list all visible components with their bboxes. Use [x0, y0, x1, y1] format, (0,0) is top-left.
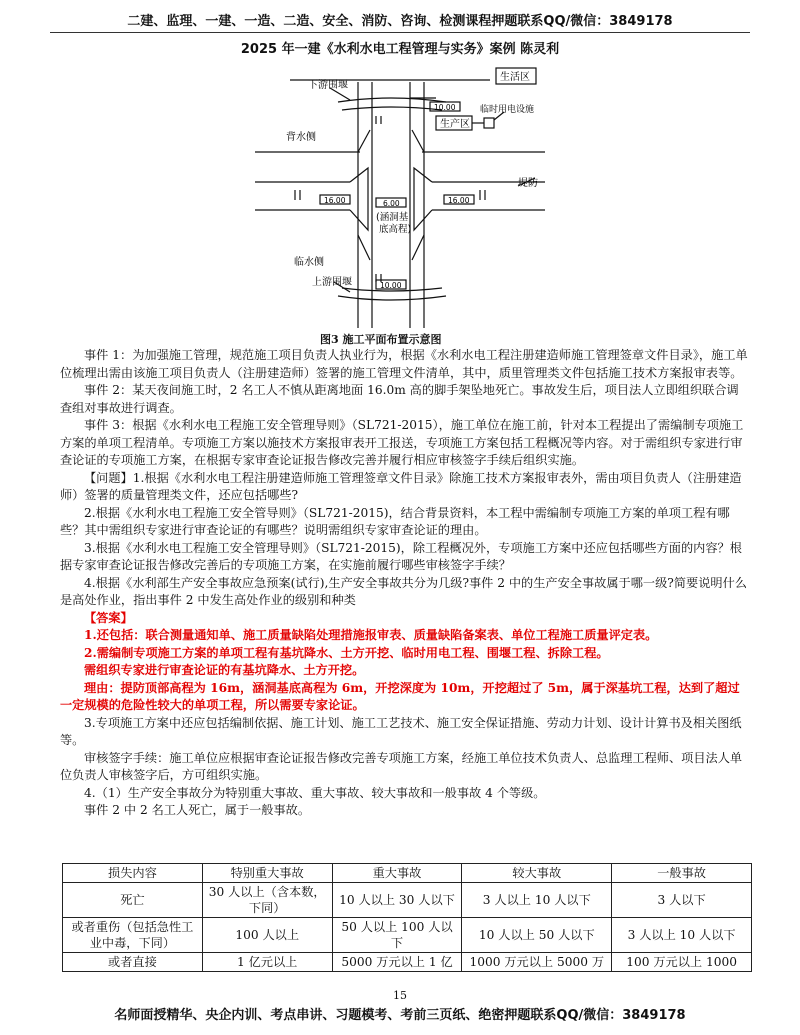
answer-4: 4.（1）生产安全事故分为特别重大事故、重大事故、较大事故和一般事故 4 个等级。: [84, 785, 546, 800]
table-cell: 1000 万元以上 5000 万: [462, 953, 612, 972]
table-header-cell: 损失内容: [63, 864, 203, 883]
table-cell: 10 人以上 50 人以下: [462, 918, 612, 953]
answer-4-classification: 事件 2 中 2 名工人死亡，属于一般事故。: [84, 803, 311, 817]
question-3: 3.根据《水利水电工程施工安全管理导则》（SL721-2015)，除工程概况外，专项施工方案中还应包括哪些方面的内容？根据专家审查论证报告修改完善后的专项施工方案，在实施前履行哪些审核签字手续？: [60, 540, 742, 572]
event-1-paragraph: 事件 1：为加强施工管理，规范施工项目负责人执业行为，根据《水利水电工程注册建造师施工管理签章文件目录》，施工单位梳理出需由该施工项目负责人（注册建造师）签署的施工管理文件清单，其中，质里管理类文件包括施工技术方案报审表等。: [60, 348, 748, 380]
table-cell: 3 人以上 10 人以下: [462, 883, 612, 918]
table-cell: 30 人以上（含本数，下同）: [202, 883, 332, 918]
header-divider: [50, 32, 750, 33]
table-cell: 100 人以上: [202, 918, 332, 953]
question-1: 【问题】1.根据《水利水电工程注册建造师施工管理签章文件目录》除施工技术方案报审表外，需由项目负责人（注册建造师）签署的质量管理类文件，还应包括哪些?: [60, 470, 742, 502]
elevation-right: 16.00: [448, 196, 470, 205]
back-water-side-label: 背水侧: [286, 132, 316, 143]
table-cell: 1 亿元以上: [202, 953, 332, 972]
answer-1: 1.还包括：联合测量通知单、施工质量缺陷处理措施报审表、质量缺陷备案表、单位工程施工质量评定表。: [84, 628, 658, 642]
culvert-label-line1: (涵洞基: [376, 212, 409, 223]
table-cell: 3 人以下: [612, 883, 752, 918]
table-header-cell: 重大事故: [332, 864, 462, 883]
elevation-left: 16.00: [324, 196, 346, 205]
question-4: 4.根据《水利部生产安全事故应急预案(试行),生产安全事故共分为几级?事件 2 中的生产安全事故属于哪一级?简要说明什么是高处作业，指出事件 2 中发生高处作业的级别和种类: [60, 575, 747, 607]
question-2: 2.根据《水利水电工程施工安全管导则》（SL721-2015)，结合背景资料，本工程中需编制专项施工方案的单项工程有哪些？其中需组织专家进行审查论证的有哪些？说明需组织专家审查论证的理由。: [60, 505, 730, 537]
accident-classification-table: [62, 863, 752, 972]
footer-contact-line: 名师面授精华、央企内训、考点串讲、习题模考、考前三页纸、绝密押题联系QQ/微信：3849178: [114, 1008, 686, 1023]
production-area-label: 生产区: [440, 119, 470, 130]
answer-2-reason: 理由：提防顶部高程为 16m，涵洞基底高程为 6m，开挖深度为 10m，开挖超过了 5m，属于深基坑工程，达到了超过一定规模的危险性较大的单项工程，所以需要专家论证。: [60, 680, 740, 712]
table-cell: 死亡: [63, 883, 203, 918]
answer-2: 2.需编制专项施工方案的单项工程有基坑降水、土方开挖、临时用电工程、围堰工程、拆除工程。: [84, 645, 609, 660]
front-water-side-label: 临水侧: [294, 257, 324, 268]
table-header-cell: 特别重大事故: [202, 864, 332, 883]
table-cell: 50 人以上 100 人以下: [332, 918, 462, 953]
table-header-cell: 较大事故: [462, 864, 612, 883]
answer-3: 3.专项施工方案中还应包括编制依据、施工计划、施工工艺技术、施工安全保证措施、劳动力计划、设计计算书及相关图纸等。: [60, 715, 742, 747]
dike-label: 堤防: [518, 178, 538, 189]
construction-layout-diagram: [250, 60, 550, 345]
table-row: [63, 883, 752, 918]
downstream-cofferdam-label: 下游围堰: [308, 80, 348, 91]
table-header-cell: 一般事故: [612, 864, 752, 883]
event-2-paragraph: 事件 2：某天夜间施工时，2 名工人不慎从距离地面 16.0m 高的脚手架坠地死亡。事故发生后，项目法人立即组织联合调查组对事故进行调查。: [60, 383, 739, 415]
answer-3-signoff: 审核签字手续：施工单位应根据审查论证报告修改完善专项施工方案，经施工单位技术负责人、总监理工程师、项目法人单位负责人审核签字后，方可组织实施。: [60, 750, 743, 782]
table-cell: 3 人以上 10 人以下: [612, 918, 752, 953]
temporary-power-label: 临时用电设施: [480, 105, 535, 115]
document-body: [60, 347, 750, 820]
table-cell: 或者直接: [63, 953, 203, 972]
page-number: 15: [393, 989, 407, 1002]
figure-caption: 图3 施工平面布置示意图: [320, 333, 442, 346]
header-contact-line: 二建、监理、一建、一造、二造、安全、消防、咨询、检测课程押题联系QQ/微信：3849178: [127, 14, 673, 29]
event-3-paragraph: 事件 3：根据《水利水电工程施工安全管理导则》（SL721-2015），施工单位在施工前，针对本工程提出了需编制专项施工方案的单项工程清单。专项施工方案以施技术方案报审表开工报送，专项施工方案包括工程概况等内容。对于需组织专家进行审查论证的专项施工方案，在根据专家审查论证报告修改完善并履行相应审核签字手续后组织实施。: [60, 418, 744, 467]
table-cell: 5000 万元以上 1 亿: [332, 953, 462, 972]
elevation-bottom: 10.00: [380, 281, 402, 290]
table-cell: 10 人以上 30 人以下: [332, 883, 462, 918]
culvert-label-line2: 底高程): [379, 224, 412, 235]
table-cell: 或者重伤（包括急性工业中毒，下同）: [63, 918, 203, 953]
elevation-center: 6.00: [383, 199, 400, 208]
upstream-cofferdam-label: 上游围堰: [312, 277, 352, 288]
document-title: 2025 年一建《水利水电工程管理与实务》案例 陈灵利: [240, 42, 560, 57]
answer-2-expert: 需组织专家进行审查论证的有基坑降水、土方开挖。: [84, 663, 365, 677]
table-row: [63, 918, 752, 953]
table-row: [63, 953, 752, 972]
table-cell: 100 万元以上 1000: [612, 953, 752, 972]
table-header-row: [63, 864, 752, 883]
elevation-top: 10.00: [434, 103, 456, 112]
answer-heading: 【答案】: [84, 610, 133, 625]
living-area-label: 生活区: [500, 72, 530, 83]
